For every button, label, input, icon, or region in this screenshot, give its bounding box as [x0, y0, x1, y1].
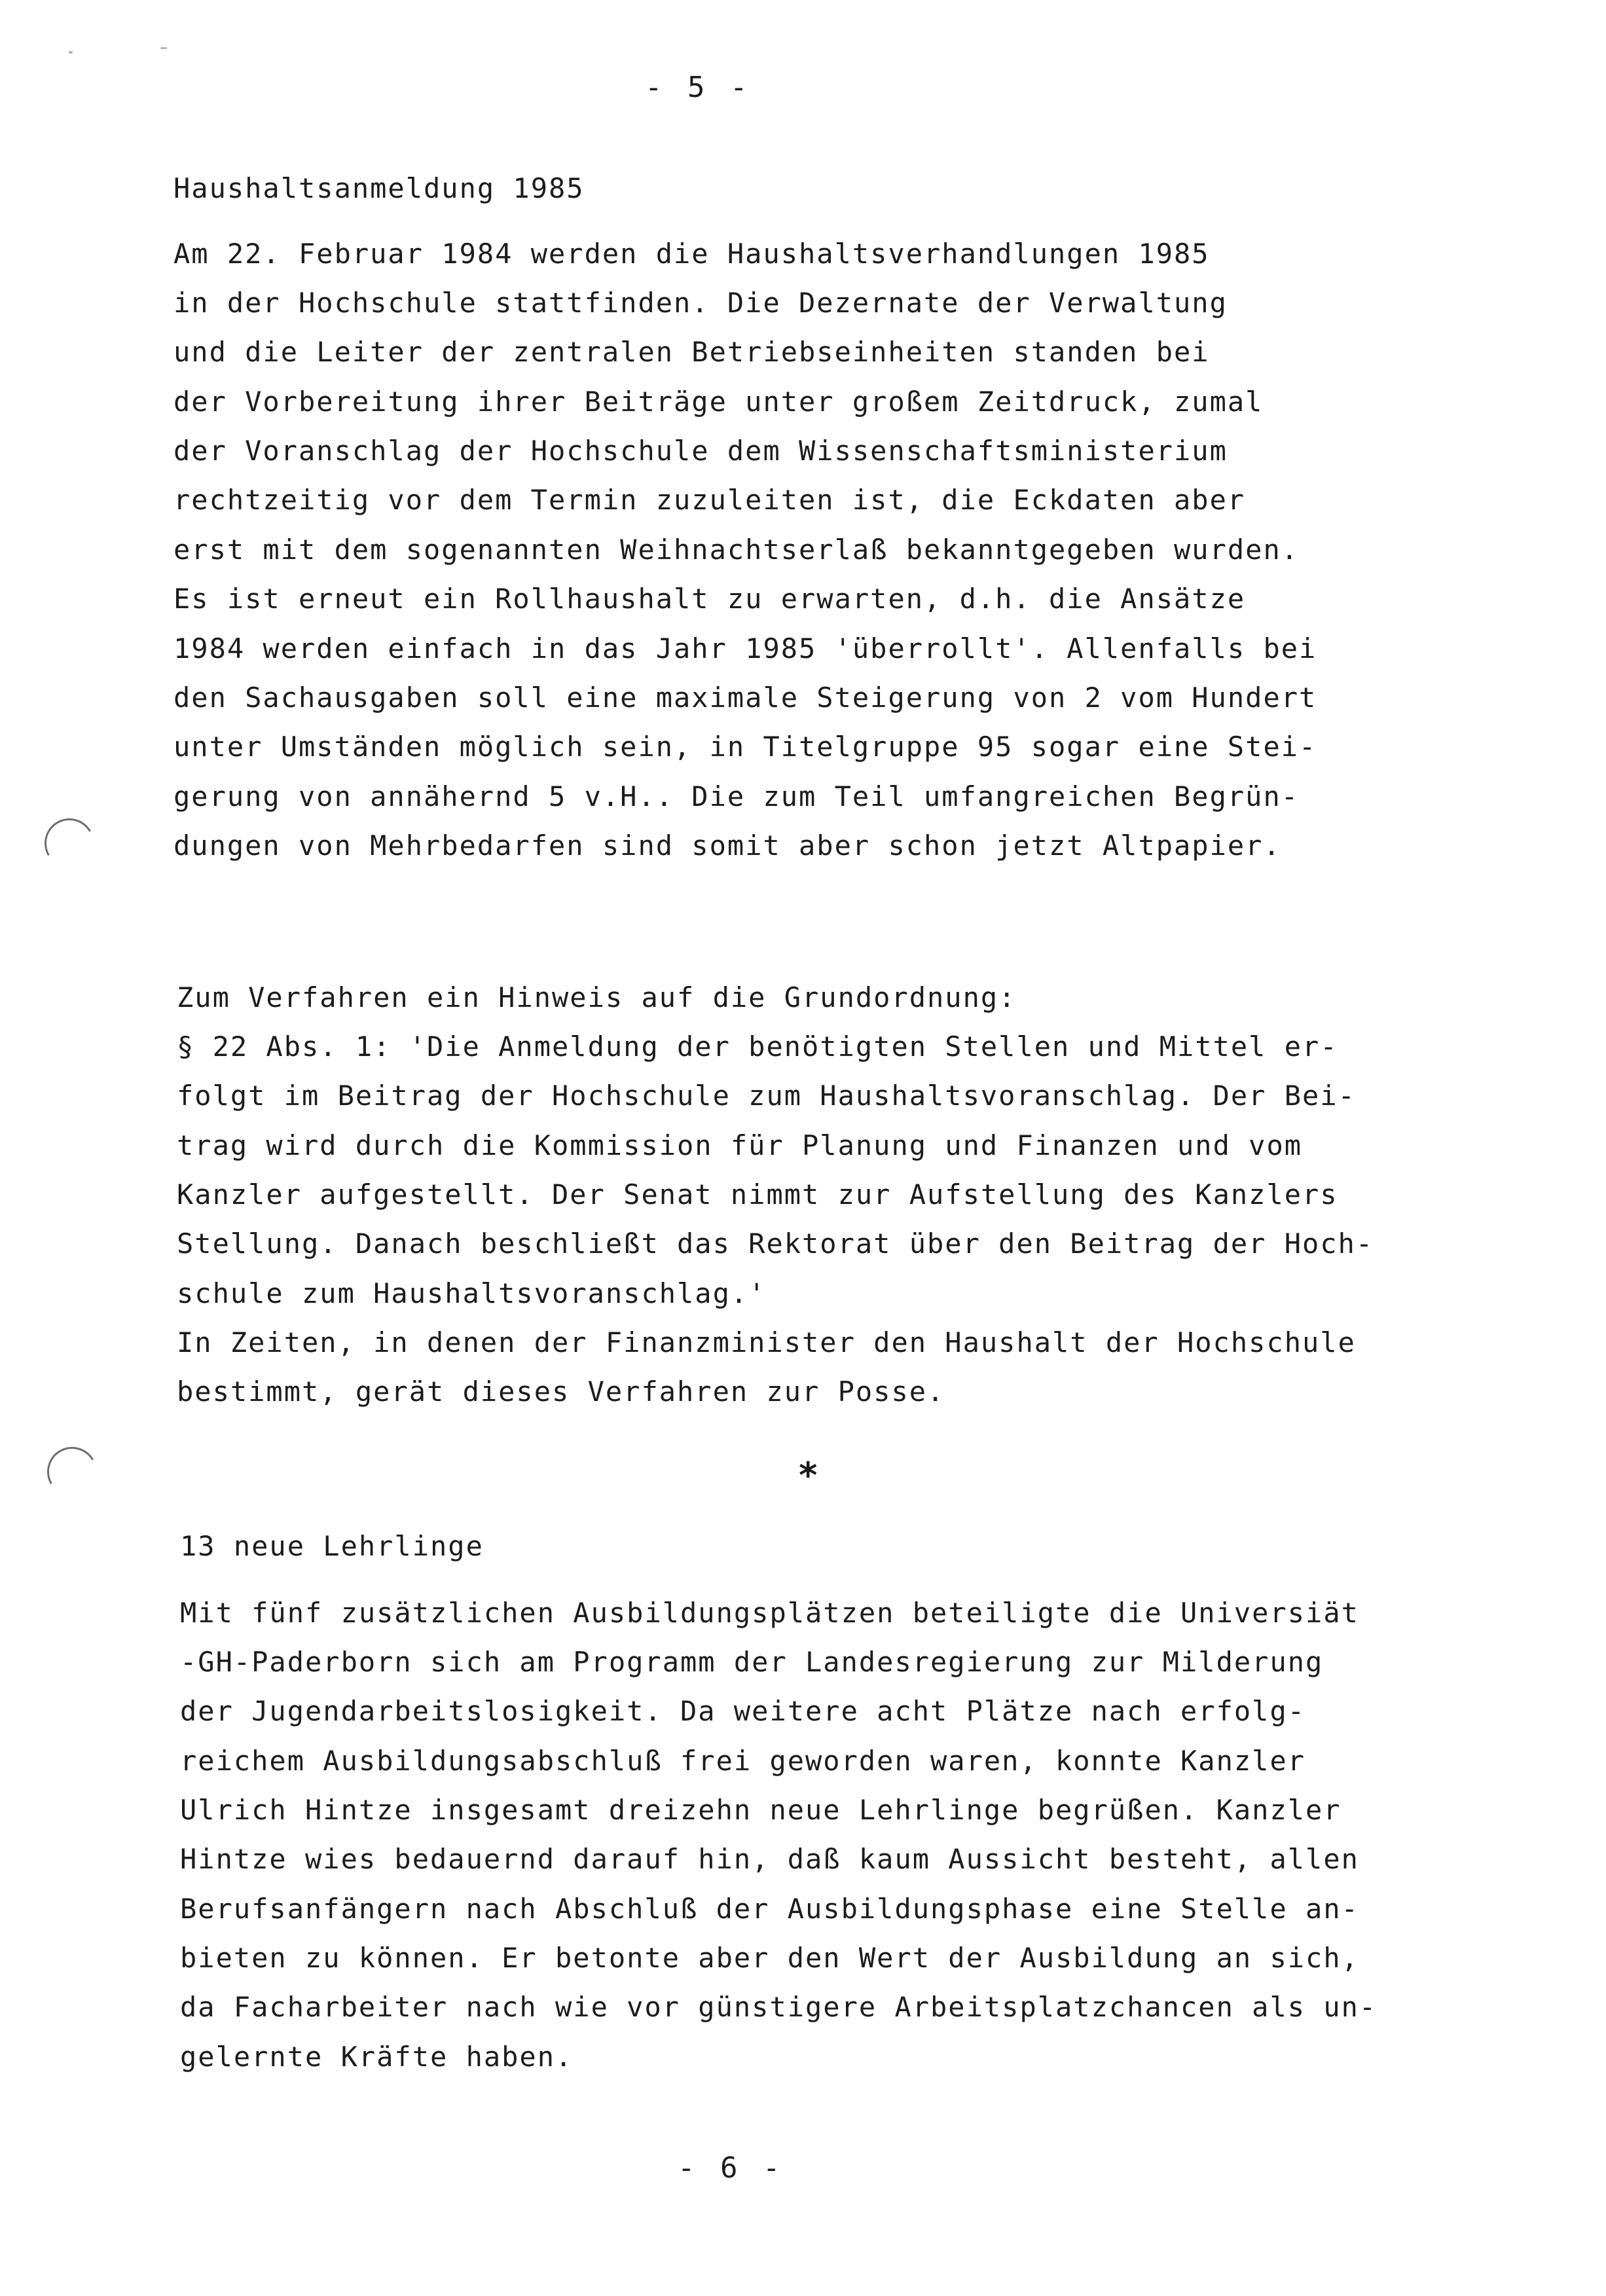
- paragraph-line: trag wird durch die Kommission für Planung und Finanzen und vom: [177, 1129, 1303, 1161]
- paragraph-line: Am 22. Februar 1984 werden die Haushaltsverhandlungen 1985: [173, 238, 1210, 270]
- paragraph-line: und die Leiter der zentralen Betriebseinheiten standen bei: [173, 336, 1210, 368]
- paragraph-line: unter Umständen möglich sein, in Titelgruppe 95 sogar eine Stei-: [173, 731, 1317, 763]
- paragraph-line: rechtzeitig vor dem Termin zuzuleiten ist, die Eckdaten aber: [173, 484, 1246, 516]
- paragraph-line: den Sachausgaben soll eine maximale Steigerung von 2 vom Hundert: [173, 682, 1317, 714]
- punch-hole-top: [39, 812, 100, 873]
- paragraph-line: § 22 Abs. 1: 'Die Anmeldung der benötigten Stellen und Mittel er-: [177, 1030, 1338, 1063]
- paragraph-line: In Zeiten, in denen der Finanzminister den Haushalt der Hochschule: [177, 1326, 1356, 1358]
- footer-page-number: - 6 -: [678, 2151, 784, 2185]
- paragraph-line: gelernte Kräfte haben.: [180, 2041, 574, 2073]
- paragraph-line: der Voranschlag der Hochschule dem Wissenschaftsministerium: [173, 435, 1228, 467]
- paragraph-line: in der Hochschule stattfinden. Die Dezernate der Verwaltung: [173, 287, 1228, 319]
- section-heading-lehrlinge: 13 neue Lehrlinge: [180, 1530, 484, 1562]
- paragraph-line: bieten zu können. Er betonte aber den Wert der Ausbildung an sich,: [180, 1942, 1359, 1974]
- paragraph-line: Hintze wies bedauernd darauf hin, daß kaum Aussicht besteht, allen: [180, 1843, 1359, 1875]
- paragraph-line: 1984 werden einfach in das Jahr 1985 'überrollt'. Allenfalls bei: [173, 632, 1317, 665]
- paragraph-line: Berufsanfängern nach Abschluß der Ausbildungsphase eine Stelle an-: [180, 1893, 1359, 1925]
- paragraph-line: da Facharbeiter nach wie vor günstigere Arbeitsplatzchancen als un-: [180, 1991, 1378, 2023]
- paragraph-line: der Jugendarbeitslosigkeit. Da weitere acht Plätze nach erfolg-: [180, 1695, 1306, 1727]
- header-page-number: - 5 -: [645, 71, 752, 104]
- section-heading-haushaltsanmeldung: Haushaltsanmeldung 1985: [173, 172, 585, 204]
- paragraph-line: Mit fünf zusätzlichen Ausbildungsplätzen beteiligte die Universiät: [180, 1597, 1359, 1629]
- paragraph-line: dungen von Mehrbedarfen sind somit aber schon jetzt Altpapier.: [173, 829, 1281, 862]
- scan-speck: [69, 51, 73, 54]
- paragraph-line: gerung von annähernd 5 v.H.. Die zum Teil umfangreichen Begrün-: [173, 780, 1300, 812]
- paragraph-line: reichem Ausbildungsabschluß frei geworden waren, konnte Kanzler: [180, 1745, 1306, 1777]
- scan-speck: [160, 47, 167, 49]
- paragraph-line: schule zum Haushaltsvoranschlag.': [177, 1277, 767, 1309]
- paragraph-line: -GH-Paderborn sich am Programm der Landesregierung zur Milderung: [180, 1646, 1324, 1678]
- paragraph-line: der Vorbereitung ihrer Beiträge unter großem Zeitdruck, zumal: [173, 386, 1264, 418]
- paragraph-line: Es ist erneut ein Rollhaushalt zu erwarten, d.h. die Ansätze: [173, 583, 1246, 615]
- punch-hole-bottom: [41, 1441, 102, 1502]
- section-separator-asterisk: *: [797, 1455, 819, 1496]
- paragraph-line: folgt im Beitrag der Hochschule zum Haushaltsvoranschlag. Der Bei-: [177, 1080, 1356, 1112]
- paragraph-line: erst mit dem sogenannten Weihnachtserlaß bekanntgegeben wurden.: [173, 534, 1300, 566]
- paragraph-line: Kanzler aufgestellt. Der Senat nimmt zur Aufstellung des Kanzlers: [177, 1178, 1338, 1211]
- paragraph-line: Ulrich Hintze insgesamt dreizehn neue Lehrlinge begrüßen. Kanzler: [180, 1794, 1341, 1826]
- paragraph-line: Zum Verfahren ein Hinweis auf die Grundordnung:: [177, 981, 1017, 1013]
- paragraph-line: Stellung. Danach beschließt das Rektorat über den Beitrag der Hoch-: [177, 1228, 1374, 1260]
- paragraph-line: bestimmt, gerät dieses Verfahren zur Posse.: [177, 1376, 945, 1408]
